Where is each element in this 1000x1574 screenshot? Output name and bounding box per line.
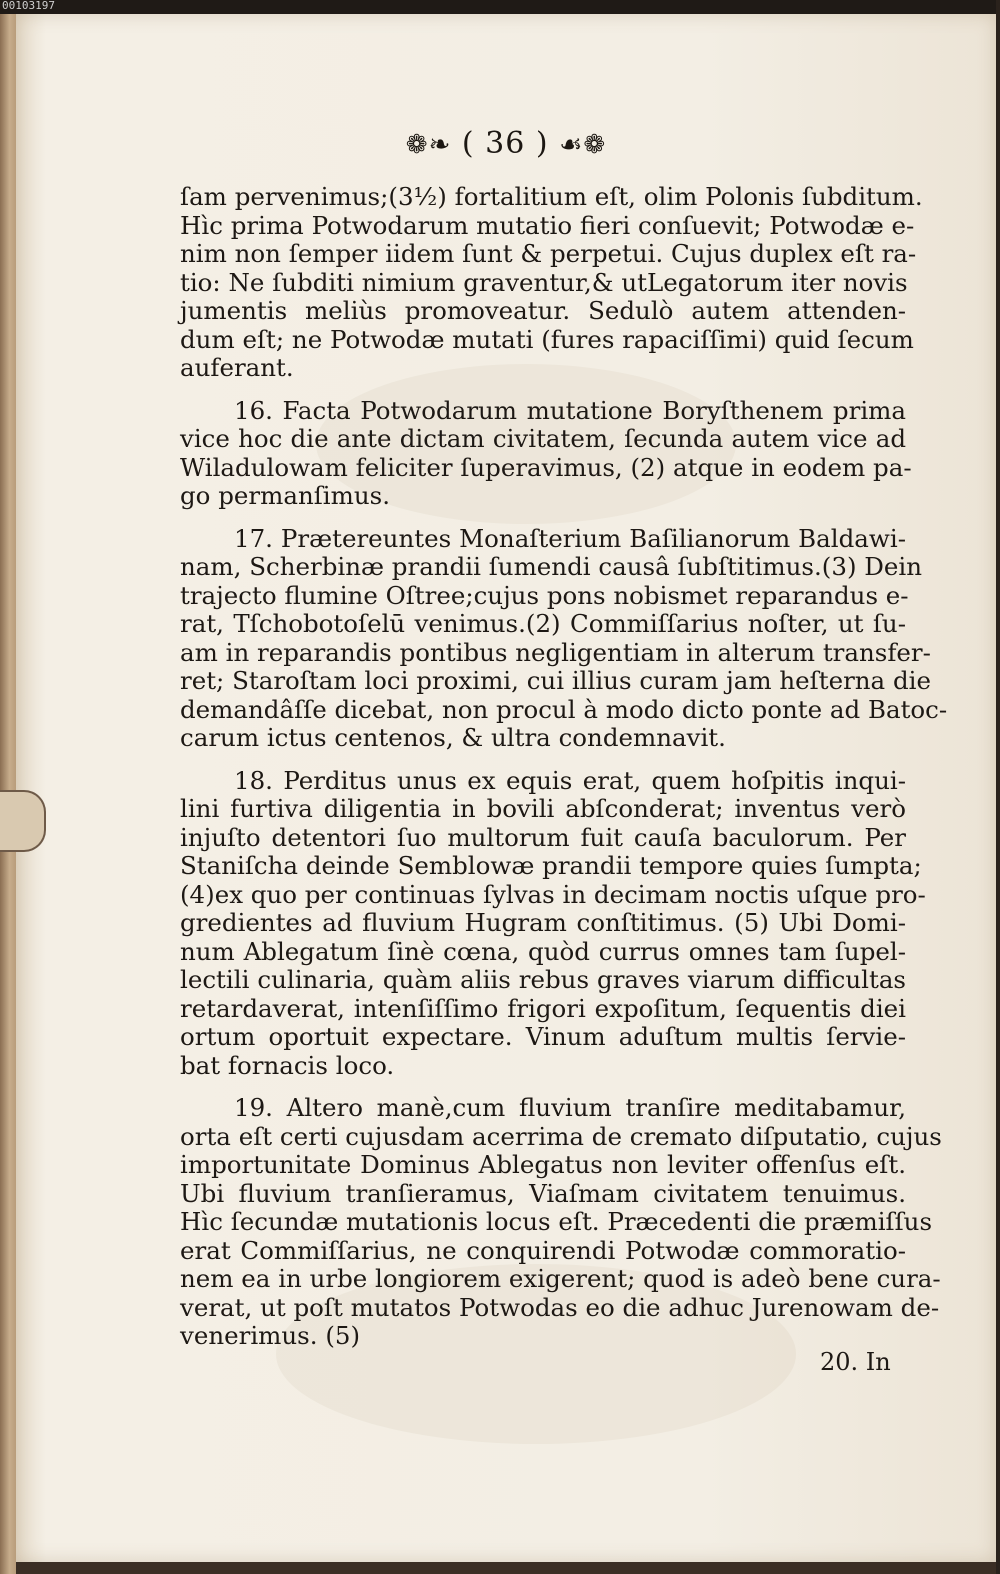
page-header — [16, 126, 996, 161]
text-line: verat, ut poſt mutatos Potwodas eo die adhuc Jurenowam de- — [180, 1292, 940, 1322]
text-line: ſam pervenimus;(3½) fortalitium eſt, olim Polonis ſubditum. — [180, 182, 923, 211]
text-line: nem ea in urbe longiorem exigerent; quod is adeò bene cura- — [180, 1264, 941, 1293]
text-line: carum ictus centenos, & ultra condemnavit. — [180, 723, 726, 752]
text-line: go permanſimus. — [180, 481, 391, 510]
text-line: auferant. — [180, 353, 294, 382]
text-line: Staniſcha deinde Semblowæ prandii tempore quies ſumpta; — [180, 851, 922, 880]
text-line: (4)ex quo per continuas ſylvas in decimam noctis uſque pro- — [180, 879, 926, 909]
text-line: Ubi fluvium tranſieramus, Viaſmam civitatem tenuimus. — [180, 1178, 906, 1208]
text-line: erat Commiſſarius, ne conquirendi Potwodæ commoratio- — [180, 1235, 906, 1265]
text-line: importunitate Dominus Ablegatus non leviter offenſus eſt. — [180, 1150, 906, 1179]
text-line: ret; Staroſtam loci proximi, cui illius curam jam heſterna die — [180, 666, 931, 695]
text-line: trajecto flumine Oſtree;cujus pons nobismet reparandus e- — [180, 580, 909, 610]
text-line: orta eſt certi cujusdam acerrima de cremato diſputatio, cujus — [180, 1121, 942, 1151]
text-line: ortum oportuit expectare. Vinum aduſtum multis ſervie- — [180, 1022, 906, 1051]
text-line: injuſto detentori ſuo multorum fuit cauſa baculorum. Per — [180, 822, 906, 852]
text-line: num Ablegatum ſinè cœna, quòd currus omnes tam ſupel- — [180, 936, 906, 966]
text-line: jumentis meliùs promoveatur. Sedulò autem attenden- — [180, 296, 906, 325]
text-line: lectili culinaria, quàm aliis rebus graves viarum difficultas — [180, 965, 906, 994]
text-line: Wiladulowam feliciter ſuperavimus, (2) atque in eodem pa- — [180, 452, 912, 482]
paragraph-18-start: 18. Perditus unus ex equis erat, quem hoſpitis inqui- — [234, 765, 906, 795]
archive-id: 00103197 — [2, 0, 55, 12]
page-clip — [0, 790, 46, 852]
catchword: 20. In — [820, 1348, 891, 1376]
text-line: Hìc prima Potwodarum mutatio fieri conſuevit; Potwodæ e- — [180, 210, 915, 240]
paragraph-17-start: 17. Prætereuntes Monaſterium Baſilianorum Baldawi- — [234, 523, 906, 553]
text-line: nam, Scherbinæ prandii ſumendi causâ ſubſtitimus.(3) Dein — [180, 552, 923, 581]
text-line: nim non ſemper iidem ſunt & perpetui. Cujus duplex eſt ra- — [180, 239, 917, 268]
text-line: bat fornacis loco. — [180, 1050, 395, 1080]
text-line: lini furtiva diligentia in bovili abſconderat; inventus verò — [180, 794, 906, 823]
ornament-left-icon: ❁❧ — [405, 130, 452, 160]
text-line: tio: Ne ſubditi nimium graventur,& utLegatorum iter novis — [180, 267, 908, 297]
archive-bar — [0, 0, 1000, 14]
paragraph-16-start: 16. Facta Potwodarum mutatione Boryſthenem prima — [234, 395, 906, 425]
text-line: retardaverat, intenſiſſimo frigori expoſitum, ſequentis diei — [180, 993, 906, 1023]
text-line: vice hoc die ante dictam civitatem, ſecunda autem vice ad — [180, 424, 906, 453]
text-line: rat, Tſchobotoſelū venimus.(2) Commiſſarius noſter, ut ſu- — [180, 609, 906, 638]
text-line: dum eſt; ne Potwodæ mutati (fures rapaciſſimi) quid ſecum — [180, 324, 914, 354]
ornament-right-icon: ☙❁ — [559, 130, 607, 160]
text-line: Hìc ſecundæ mutationis locus eſt. Præcedenti die præmiſſus — [180, 1207, 933, 1236]
text-line: gredientes ad fluvium Hugram conſtitimus. (5) Ubi Domi- — [180, 908, 906, 937]
body-text — [180, 182, 948, 1351]
page-number: ( 36 ) — [461, 126, 549, 161]
text-line: demandâſſe dicebat, non procul à modo dicto ponte ad Batoc- — [180, 694, 948, 724]
text-line: am in reparandis pontibus negligentiam in alterum transfer- — [180, 637, 931, 667]
paragraph-19-start: 19. Altero manè,cum fluvium tranſire meditabamur, — [234, 1093, 906, 1122]
page-edge — [996, 0, 1000, 1574]
text-line: venerimus. (5) — [180, 1321, 361, 1350]
